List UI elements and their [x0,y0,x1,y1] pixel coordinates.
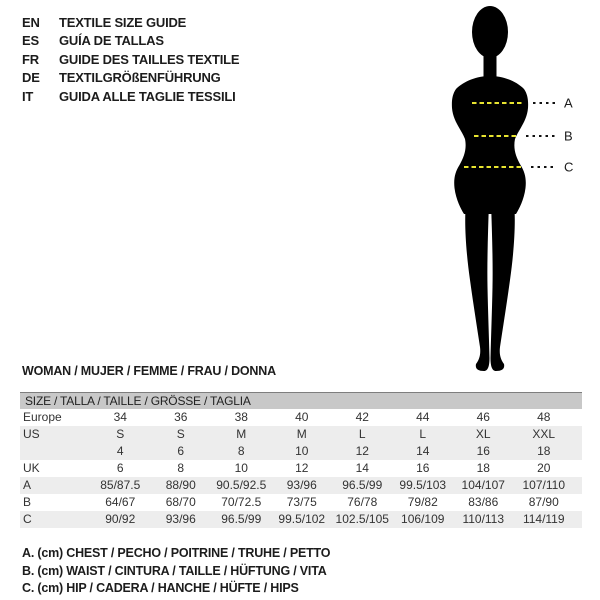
size-value: 99.5/103 [399,478,447,492]
size-value: 40 [295,410,309,424]
size-value: 36 [174,410,188,424]
size-value: 6 [116,461,124,475]
size-value: 106/109 [401,512,445,526]
size-value: 16 [416,461,430,475]
language-label: GUÍA DE TALLAS [59,33,164,49]
size-value: 73/75 [286,495,317,509]
section-title: WOMAN / MUJER / FEMME / FRAU / DONNA [22,364,276,378]
marker-label-c: C [564,159,574,175]
silhouette-torso [452,76,528,214]
language-code: FR [22,51,39,67]
size-value: 14 [416,444,430,458]
size-value: 68/70 [165,495,196,509]
legend-hip: C. (cm) HIP / CADERA / HANCHE / HÜFTE / HIPS [22,581,299,595]
size-value: 4 [116,444,124,458]
size-value: 18 [476,461,490,475]
size-value: 18 [537,444,551,458]
language-list [22,13,239,106]
size-value: L [358,427,366,441]
size-value: 107/110 [522,478,565,492]
size-value: L [419,427,427,441]
size-value: 104/107 [461,478,505,492]
row-label [20,443,90,460]
size-value: 12 [355,444,369,458]
language-code: EN [22,14,40,30]
language-row-fr [22,50,239,69]
size-value: 96.5/99 [342,478,383,492]
size-table [20,392,582,528]
language-code: IT [22,88,34,104]
size-value: 10 [295,444,309,458]
row-label: US [23,427,40,441]
size-table-row [20,409,582,426]
marker-label-b: B [564,128,573,144]
size-value: 87/90 [528,495,559,509]
size-value: 38 [234,410,248,424]
size-value: M [296,427,307,441]
size-value: 90.5/92.5 [216,478,267,492]
size-value: 99.5/102 [278,512,326,526]
size-value: 64/67 [105,495,136,509]
size-table-row [20,494,582,511]
size-value: 110/113 [462,512,505,526]
size-table-row [20,477,582,494]
size-value: 12 [295,461,309,475]
language-label: GUIDE DES TAILLES TEXTILE [59,51,240,67]
language-row-en [22,13,239,32]
size-value: 42 [355,410,369,424]
legend-waist: B. (cm) WAIST / CINTURA / TAILLE / HÜFTUNG / VITA [22,563,327,578]
language-label: TEXTILGRÖßENFÜHRUNG [59,70,221,86]
size-table-row [20,460,582,477]
silhouette-right-leg [491,202,515,371]
size-value: 90/92 [105,512,136,526]
size-table-body [20,409,582,528]
woman-silhouette [440,2,600,372]
size-value: M [236,427,247,441]
size-value: 14 [355,461,369,475]
size-value: 85/87.5 [100,478,141,492]
size-value: 102.5/105 [335,512,389,526]
language-code: ES [22,33,39,49]
size-value: 93/96 [165,512,196,526]
size-table-row [20,511,582,528]
size-value: S [176,427,185,441]
size-value: 79/82 [407,495,438,509]
measurement-legend [22,545,330,598]
language-label: TEXTILE SIZE GUIDE [59,14,187,30]
language-label: GUIDA ALLE TAGLIE TESSILI [59,88,236,104]
size-value: 48 [537,410,551,424]
size-value: 83/86 [468,495,499,509]
legend-chest: A. (cm) CHEST / PECHO / POITRINE / TRUHE / PETTO [22,546,331,560]
size-value: XL [475,427,491,441]
row-label: A [23,478,32,492]
size-value: 8 [237,444,245,458]
size-value: S [116,427,125,441]
size-value: 10 [234,461,248,475]
size-value: 76/78 [347,495,378,509]
row-label: UK [23,461,40,475]
row-label: Europe [23,410,62,424]
size-value: 44 [416,410,430,424]
size-value: 93/96 [286,478,317,492]
size-value: 20 [537,461,551,475]
size-value: XXL [532,427,556,441]
size-value: 34 [113,410,127,424]
size-value: 46 [476,410,490,424]
size-value: 88/90 [165,478,196,492]
language-row-es [22,32,239,51]
size-table-row [20,443,582,460]
row-label: C [23,512,32,526]
language-row-de [22,69,239,88]
size-table-row [20,426,582,443]
size-value: 6 [177,444,185,458]
size-table-header: SIZE / TALLA / TAILLE / GRÖSSE / TAGLIA [20,392,582,409]
size-value: 96.5/99 [221,512,262,526]
marker-label-a: A [564,95,573,111]
language-row-it [22,87,239,106]
size-value: 70/72.5 [221,495,262,509]
silhouette-left-leg [465,202,489,371]
row-label: B [23,495,32,509]
size-value: 16 [476,444,490,458]
language-code: DE [22,70,40,86]
size-value: 8 [177,461,185,475]
size-value: 114/119 [522,512,565,526]
